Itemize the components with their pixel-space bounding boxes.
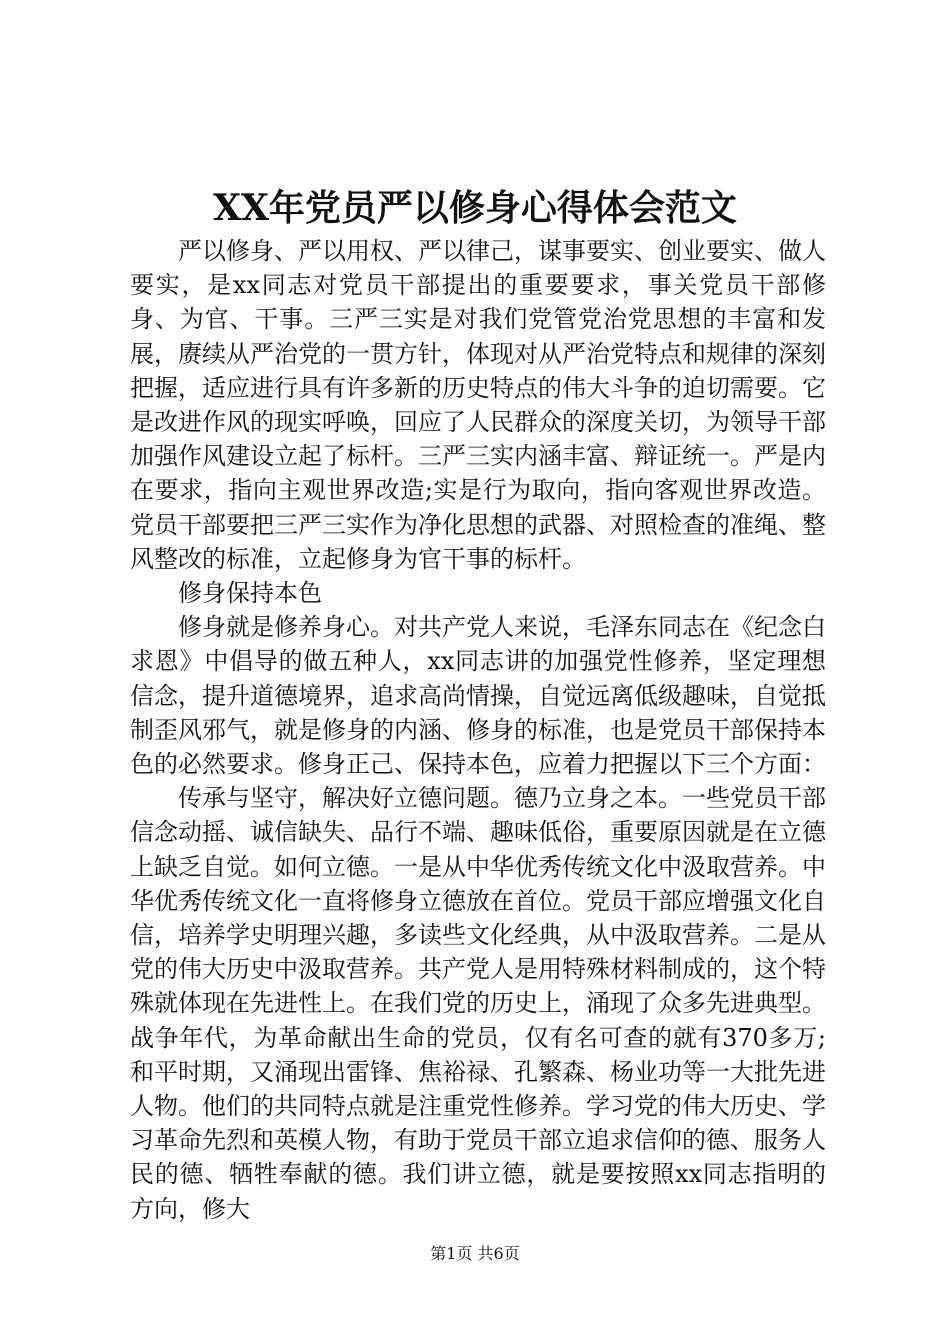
paragraph-intro: 严以修身、严以用权、严以律己，谋事要实、创业要实、做人要实，是xx同志对党员干部提出的重要要求，事关党员干部修身、为官、干事。三严三实是对我们党管党治党思想的丰富和发展，赓续从严治党的一贯方针，体现对从严治党特点和规律的深刻把握，适应进行具有许多新的历史特点的伟大斗争的迫切需要。它是改进作风的现实呼唤，回应了人民群众的深度关切，为领导干部加强作风建设立起了标杆。三严三实内涵丰富、辩证统一。严是内在要求，指向主观世界改造;实是行为取向，指向客观世界改造。党员干部要把三严三实作为净化思想的武器、对照检查的准绳、整风整改的标准，立起修身为官干事的标杆。 — [130, 237, 826, 573]
section-heading: 修身保持本色 — [178, 579, 322, 608]
paragraph-self-cultivation: 修身就是修养身心。对共产党人来说，毛泽东同志在《纪念白求恩》中倡导的做五种人，xx同志讲的加强党性修养，坚定理想信念，提升道德境界，追求高尚情操，自觉远离低级趣味，自觉抵制歪风邪气，就是修身的内涵、修身的标准，也是党员干部保持本色的必然要求。修身正己、保持本色，应着力把握以下三个方面： — [130, 613, 826, 779]
page-number-footer: 第1页 共6页 — [430, 1244, 520, 1263]
paragraph-morality: 传承与坚守，解决好立德问题。德乃立身之本。一些党员干部信念动摇、诚信缺失、品行不端、趣味低俗，重要原因就是在立德上缺乏自觉。如何立德。一是从中华优秀传统文化中汲取营养。中华优秀传统文化一直将修身立德放在首位。党员干部应增强文化自信，培养学史明理兴趣，多读些文化经典，从中汲取营养。二是从党的伟大历史中汲取营养。共产党人是用特殊材料制成的，这个特殊就体现在先进性上。在我们党的历史上，涌现了众多先进典型。战争年代，为革命献出生命的党员，仅有名可查的就有370多万;和平时期，又涌现出雷锋、焦裕禄、孔繁森、杨业功等一大批先进人物。他们的共同特点就是注重党性修养。学习党的伟大历史、学习革命先烈和英模人物，有助于党员干部立追求信仰的德、服务人民的德、牺牲奉献的德。我们讲立德，就是要按照xx同志指明的方向，修大 — [130, 784, 826, 1223]
document-title: XX年党员严以修身心得体会范文 — [213, 187, 737, 229]
document-body — [130, 234, 826, 1226]
